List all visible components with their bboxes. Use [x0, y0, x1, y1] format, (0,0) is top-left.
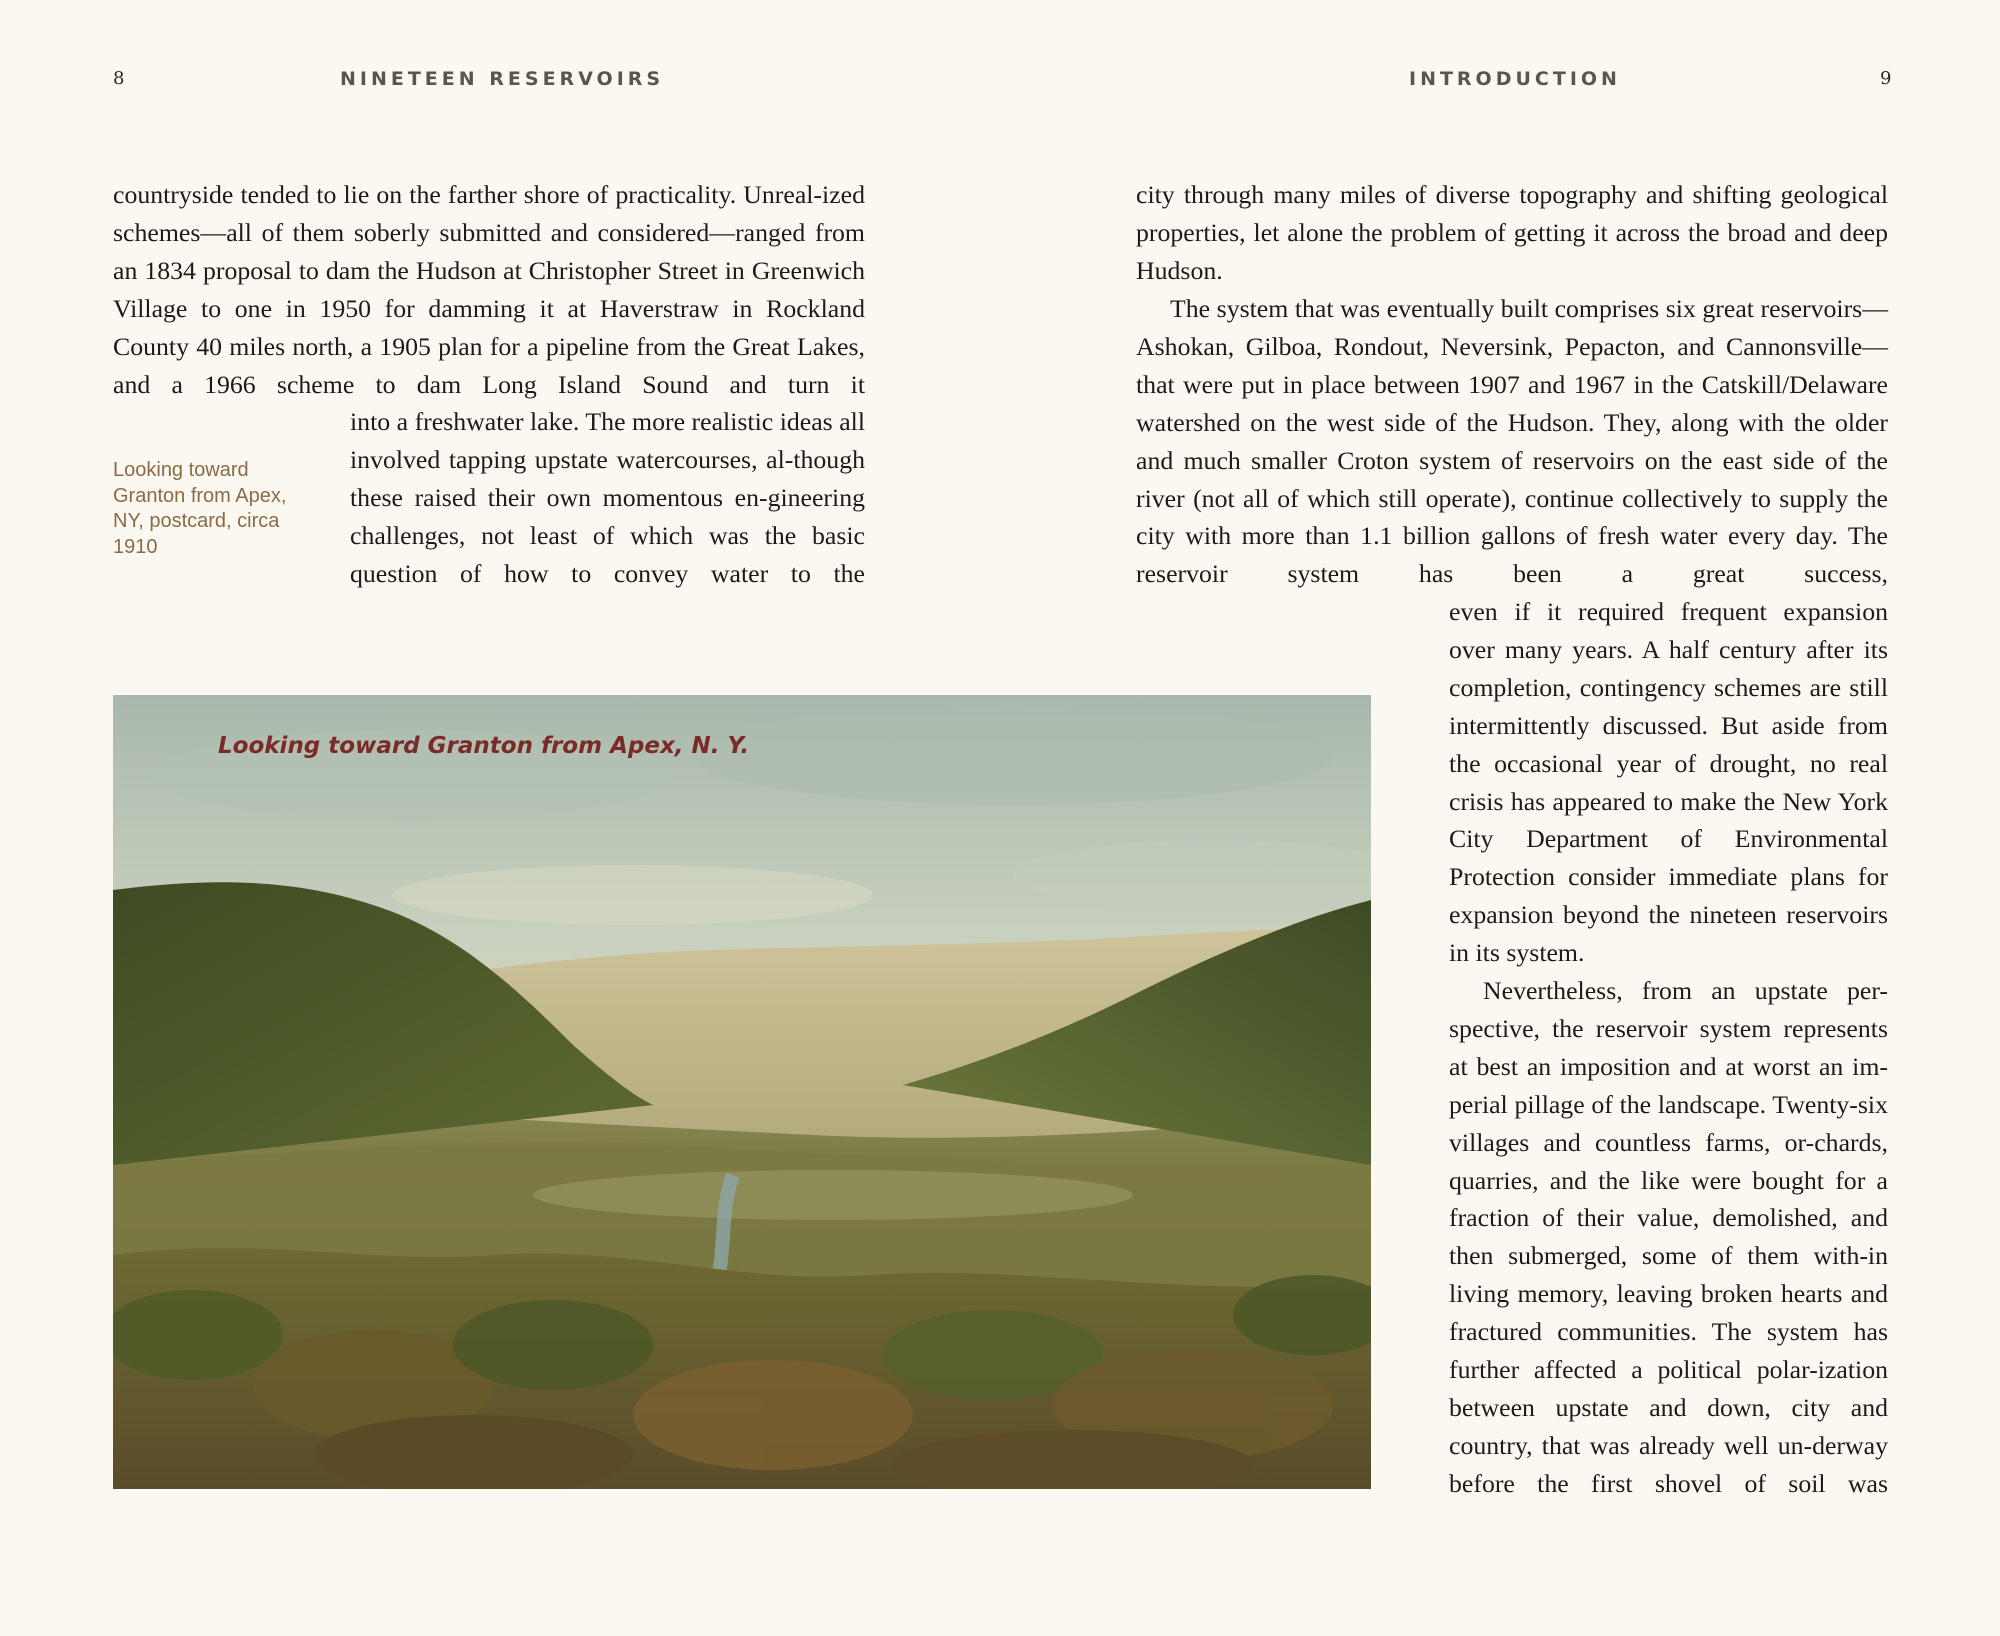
right-paragraph-3: Nevertheless, from an upstate per-spective, the reservoir system represents at best an imposition and at worst an im-perial pillage of the landscape. Twenty-six villages and countless farms, or-chards, quarries, and the like were bought for a fraction of their value, demolished, and then submerged, some of them with-in living memory, leaving broken hearts and fractured communities. The system has further affected a political polar-ization between upstate and down, city and country, that was already well un-derway before the first shovel of soil was: [1449, 976, 1888, 1498]
left-paragraph-1-continued: into a freshwater lake. The more realistic ideas all involved tapping upstate watercourses, al-though these raised their own momentous en-gineering challenges, not least of which was the basic question of how to convey water to the: [350, 407, 865, 588]
postcard-illustration: [113, 695, 1371, 1489]
page-number-right: 9: [1880, 68, 1892, 89]
page-number-left: 8: [113, 68, 125, 89]
running-head-left: NINETEEN RESERVOIRS: [340, 68, 665, 90]
postcard-inscription: Looking toward Granton from Apex, N. Y.: [218, 733, 750, 759]
right-paragraph-1: city through many miles of diverse topography and shifting geological properties, let alone the problem of getting it across the broad and deep Hudson.: [1136, 180, 1888, 285]
figure-caption: Looking toward Granton from Apex, NY, postcard, circa 1910: [113, 459, 287, 558]
right-paragraph-2: The system that was eventually built comprises six great reservoirs—Ashokan, Gilboa, Rondout, Neversink, Pepacton, and Cannonsville—that were put in place between 1907 and 1967 in the Catskill/Delaware watershed on the west side of the Hudson. They, along with the older and much smaller Croton system of reservoirs on the east side of the river (not all of which still operate), continue collectively to supply the city with more than 1.1 billion gallons of fresh water every day. The reservoir system has been a great success,: [1136, 294, 1888, 589]
left-paragraph-1: countryside tended to lie on the farther shore of practicality. Unreal-ized schemes—all of them soberly submitted and considered—ranged from an 1834 proposal to dam the Hudson at Christopher Street in Greenwich Village to one in 1950 for damming it at Haverstraw in Rockland County 40 miles north, a 1905 plan for a pipeline from the Great Lakes, and a 1966 scheme to dam Long Island Sound and turn it: [113, 180, 865, 399]
right-paragraph-2-continued: even if it required frequent expansion over many years. A half century after its completion, contingency schemes are still intermittently discussed. But aside from the occasional year of drought, no real crisis has appeared to make the New York City Department of Environmental Protection consider immediate plans for expansion beyond the nineteen reservoirs in its system.: [1449, 597, 1888, 968]
running-head-right: INTRODUCTION: [1409, 68, 1621, 90]
